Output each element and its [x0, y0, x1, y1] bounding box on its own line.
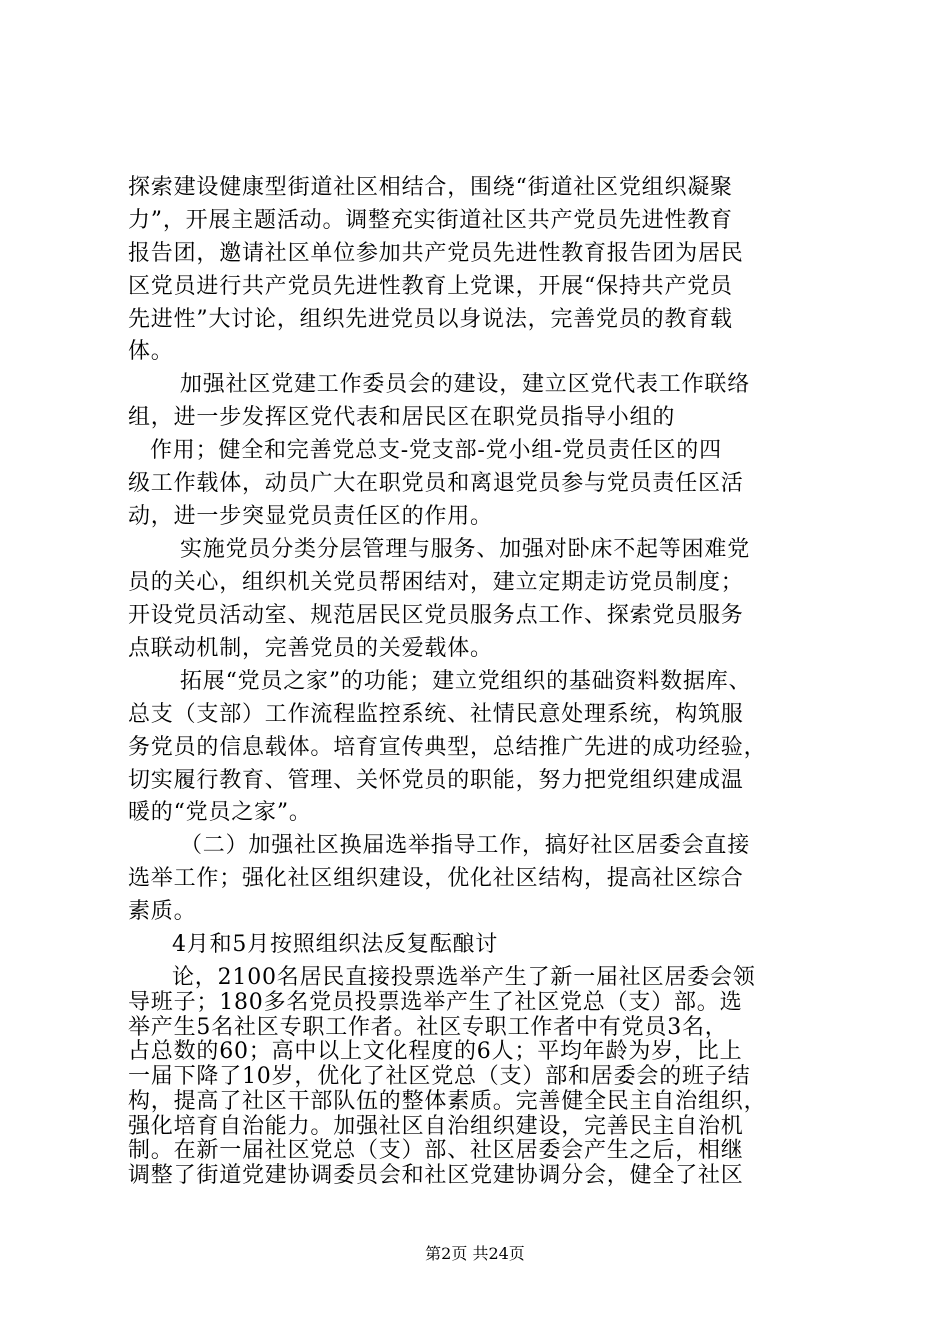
- paragraph-line: 暖的“党员之家”。: [128, 800, 312, 825]
- paragraph-line: 构，提高了社区干部队伍的整体素质。完善健全民主自治组织，: [128, 1089, 767, 1114]
- paragraph-line: 力”，开展主题活动。调整充实街道社区共产党员先进性教育: [128, 208, 733, 233]
- paragraph-line: （二）加强社区换届选举指导工作，搞好社区居委会直接: [180, 833, 751, 858]
- paragraph-line-last: 调整了街道党建协调委员会和社区党建协调分会，健全了社区: [128, 1163, 744, 1188]
- paragraph-line: 切实履行教育、管理、关怀党员的职能，努力把党组织建成温: [128, 768, 744, 793]
- paragraph-line: 探索建设健康型街道社区相结合，围绕“街道社区党组织凝聚: [128, 175, 733, 200]
- paragraph-line: 区党员进行共产党员先进性教育上党课，开展“保持共产党员: [128, 274, 733, 299]
- paragraph-line: 务党员的信息载体。培育宣传典型，总结推广先进的成功经验，: [128, 735, 767, 760]
- paragraph-line: 点联动机制，完善党员的关爱载体。: [128, 636, 493, 661]
- paragraph-line: 组，进一步发挥区党代表和居民区在职党员指导小组的: [128, 405, 676, 430]
- paragraph-line: 占总数的60；高中以上文化程度的6人；平均年龄为岁，比上: [128, 1039, 743, 1064]
- paragraph-line: 体。: [128, 339, 174, 364]
- paragraph-line: 开设党员活动室、规范居民区党员服务点工作、探索党员服务: [128, 603, 744, 628]
- paragraph-line: 选举工作；强化社区组织建设，优化社区结构，提高社区综合: [128, 866, 744, 891]
- paragraph-line: 级工作载体，动员广大在职党员和离退党员参与党员责任区活: [128, 471, 744, 496]
- paragraph-line: 举产生5名社区专职工作者。社区专职工作者中有党员3名，: [128, 1015, 728, 1040]
- paragraph-line: 动，进一步突显党员责任区的作用。: [128, 504, 493, 529]
- paragraph-line: 素质。: [128, 899, 197, 924]
- paragraph-line: 先进性”大讨论，组织先进党员以身说法，完善党员的教育载: [128, 307, 733, 332]
- paragraph-line: 员的关心，组织机关党员帮困结对，建立定期走访党员制度；: [128, 570, 744, 595]
- paragraph-line: 4月和5月按照组织法反复酝酿讨: [172, 932, 498, 957]
- paragraph-line: 作用；健全和完善党总支-党支部-党小组-党员责任区的四: [150, 438, 722, 463]
- paragraph-line: 论，2100名居民直接投票选举产生了新一届社区居委会领: [172, 965, 756, 990]
- page-number-footer: 第2页 共24页: [425, 1244, 525, 1263]
- paragraph-line: 实施党员分类分层管理与服务、加强对卧床不起等困难党: [180, 537, 751, 562]
- paragraph-line: 强化培育自治能力。加强社区自治组织建设，完善民主自治机: [128, 1114, 744, 1139]
- paragraph-line: 报告团，邀请社区单位参加共产党员先进性教育报告团为居民: [128, 241, 744, 266]
- paragraph-line: 导班子；180多名党员投票选举产生了社区党总（支）部。选: [128, 990, 743, 1015]
- paragraph-line: 制。在新一届社区党总（支）部、社区居委会产生之后，相继: [128, 1138, 744, 1163]
- paragraph-line: 一届下降了10岁，优化了社区党总（支）部和居委会的班子结: [128, 1064, 751, 1089]
- paragraph-line: 总支（支部）工作流程监控系统、社情民意处理系统，构筑服: [128, 702, 744, 727]
- paragraph-line: 加强社区党建工作委员会的建设，建立区党代表工作联络: [180, 372, 751, 397]
- paragraph-line: 拓展“党员之家”的功能；建立党组织的基础资料数据库、: [180, 669, 752, 694]
